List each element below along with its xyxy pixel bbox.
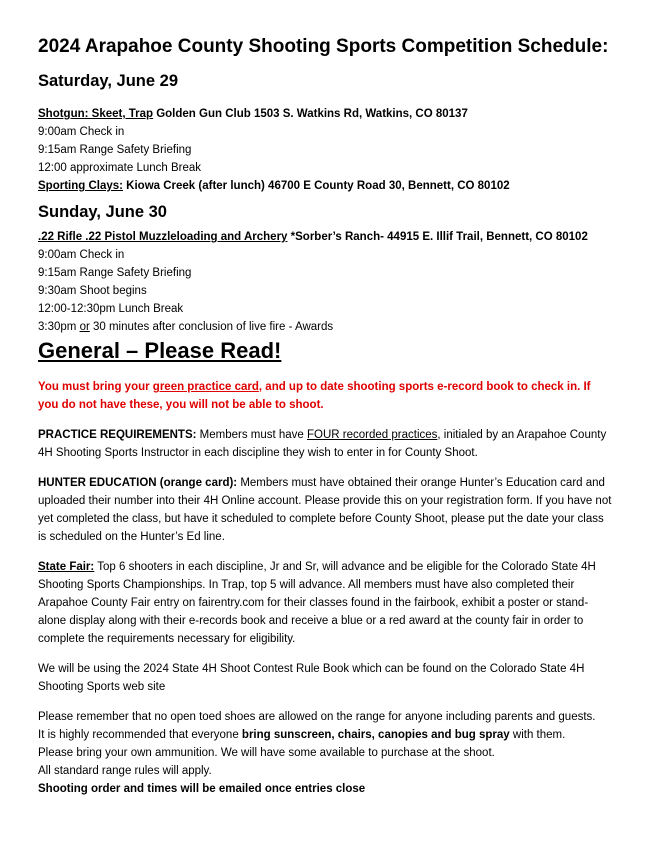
sporting-discipline: Sporting Clays: xyxy=(38,180,123,192)
shotgun-line xyxy=(38,105,612,123)
sunday-schedule xyxy=(38,228,612,336)
recommendation-text-a: It is highly recommended that everyone xyxy=(38,729,242,741)
practice-requirements xyxy=(38,426,612,462)
hunter-text: Members must have obtained their orange Hunter’s Education card and uploaded their number into their 4H Online account. Please provide this on your registration form. If you have not yet completed the class, but have it scheduled to complete before County Shoot, please put the date your class is scheduled on the Hunter’s Ed line. xyxy=(38,477,612,543)
sunday-heading: Sunday, June 30 xyxy=(38,203,167,221)
sunday-item: 9:00am Check in xyxy=(38,249,125,261)
final-notes xyxy=(38,708,612,798)
practice-text-b: , initialed by an Arapahoe County 4H Shooting Sports Instructor in each discipline they wish to enter in for County Shoot. xyxy=(38,429,607,459)
sunday-location: *Sorber’s Ranch- 44915 E. Illif Trail, Bennett, CO 80102 xyxy=(287,231,588,243)
state-fair xyxy=(38,558,612,648)
general-heading: General – Please Read! xyxy=(38,338,282,363)
ammo-note: Please bring your own ammunition. We will have some available to purchase at the shoot. xyxy=(38,747,495,759)
sporting-location: Kiowa Creek (after lunch) 46700 E County Road 30, Bennett, CO 80102 xyxy=(122,180,510,192)
rule-book-note: We will be using the 2024 State 4H Shoot Contest Rule Book which can be found on the Colorado State 4H Shooting Sports web site xyxy=(38,663,585,693)
recommendation-items: bring sunscreen, chairs, canopies and bug spray xyxy=(241,729,510,741)
sunday-item: 9:15am Range Safety Briefing xyxy=(38,267,192,279)
practice-label: PRACTICE REQUIREMENTS: xyxy=(38,429,197,441)
sunday-awards-line xyxy=(38,318,612,336)
sunday-item: 9:30am Shoot begins xyxy=(38,285,147,297)
check-in-warning xyxy=(38,378,612,414)
state-fair-text: Top 6 shooters in each discipline, Jr and Sr, will advance and be eligible for the Colorado State 4H Shooting Sports Championships. In Trap, top 5 will advance. All members must have also completed their Arapahoe County Fair entry on fairentry.com for their classes found in the fairbook, exhibit a poster or stand-alone display along with their e-records book and receive a blue or a red award at the county fair in order to complete the requirements necessary for eligibility. xyxy=(38,561,596,645)
practice-count: FOUR recorded practices xyxy=(307,429,438,441)
saturday-schedule xyxy=(38,105,612,195)
saturday-item: 9:15am Range Safety Briefing xyxy=(38,144,192,156)
awards-time: 3:30pm xyxy=(38,321,80,333)
saturday-item: 12:00 approximate Lunch Break xyxy=(38,162,202,174)
state-fair-label: State Fair: xyxy=(38,561,95,573)
shooting-order-note: Shooting order and times will be emailed once entries close xyxy=(38,783,366,795)
sunday-disciplines: .22 Rifle .22 Pistol Muzzleloading and Archery xyxy=(38,231,288,243)
recommendation-text-c: with them. xyxy=(509,729,566,741)
green-practice-card: green practice card xyxy=(152,381,259,393)
warning-text-b: , and up to date shooting sports e-record book to check in. If you do not have these, you will not be able to shoot. xyxy=(38,381,591,411)
range-rules-note: All standard range rules will apply. xyxy=(38,765,212,777)
saturday-heading: Saturday, June 29 xyxy=(38,72,179,90)
hunter-education xyxy=(38,474,612,546)
shotgun-location: Golden Gun Club 1503 S. Watkins Rd, Watkins, CO 80137 xyxy=(153,108,468,120)
shoes-note: Please remember that no open toed shoes are allowed on the range for anyone including parents and guests. xyxy=(38,711,596,723)
warning-text-a: You must bring your xyxy=(38,381,153,393)
recommendation-note xyxy=(38,726,612,744)
shotgun-discipline: Shotgun: Skeet, Trap xyxy=(38,108,154,120)
awards-text: 30 minutes after conclusion of live fire - Awards xyxy=(89,321,334,333)
sunday-item: 12:00-12:30pm Lunch Break xyxy=(38,303,184,315)
practice-text-a: Members must have xyxy=(196,429,308,441)
sporting-line xyxy=(38,177,612,195)
document-title: 2024 Arapahoe County Shooting Sports Competition Schedule: xyxy=(38,36,609,57)
hunter-label: HUNTER EDUCATION (orange card): xyxy=(38,477,238,489)
awards-or: or xyxy=(79,321,90,333)
saturday-item: 9:00am Check in xyxy=(38,126,125,138)
sunday-discipline-line xyxy=(38,228,612,246)
